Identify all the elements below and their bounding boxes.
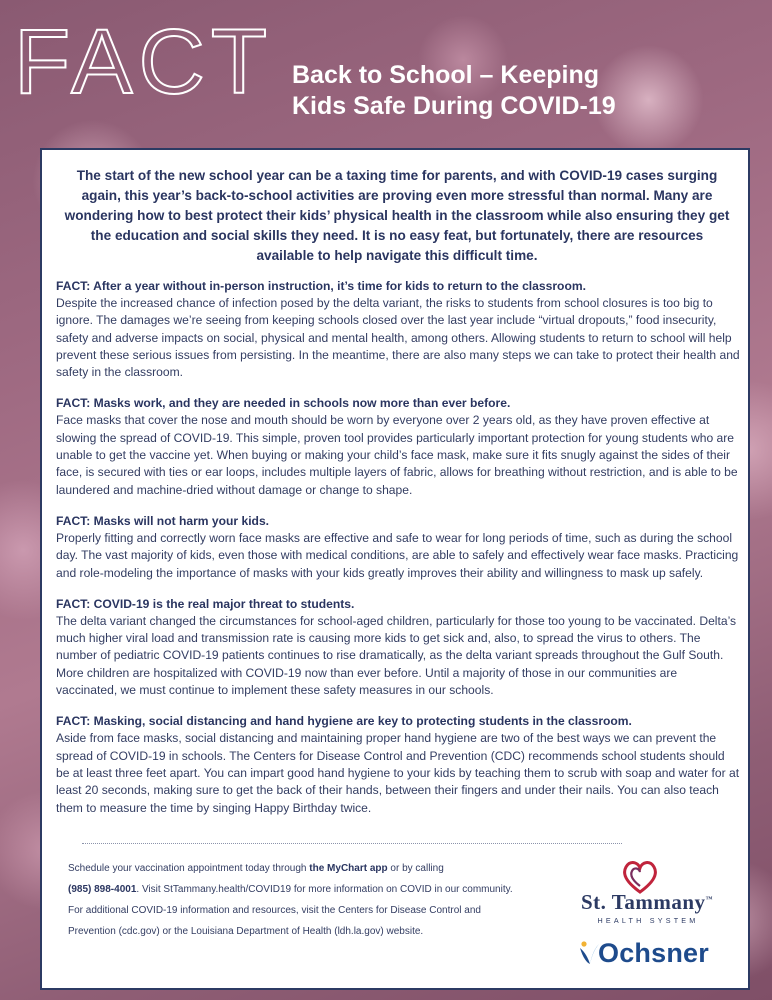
footer-text: or by calling [387,863,444,874]
footer-line-1 [68,858,578,879]
content-panel [40,148,750,990]
header-banner [0,0,772,148]
ochsner-wordmark: Ochsner [598,938,709,968]
st-tammany-logo-name [572,890,722,915]
fact-body: Aside from face masks, social distancing and maintaining proper hand hygiene are two of the best ways we can prevent the spread of COVID-19 in schools. The Centers for Disease Control and Prevention (CDC) recommends school students should be at least three feet apart. You can impart good hand hygiene to your kids by teaching them to scrub with soap and water for at least 20 seconds, making sure to get the back of their hands, between their fingers and under their nails. You can also teach them to measure the time by singing Happy Birthday twice. [56,731,740,815]
fact-body: The delta variant changed the circumstances for school-aged children, particularly for those too young to be vaccinated. Delta’s much higher viral load and transmission rate is causing more kids to get sick and, also, to spread the virus to others. The number of pediatric COVID-19 patients continues to rise dramatically, as the delta variant spreads throughout the Gulf South. More children are hospitalized with COVID-19 now than ever before. Until a majority of those in our communities are vaccinated, we must continue to implement these safety measures in our schools. [56,613,737,698]
footer-line-4: Prevention (cdc.gov) or the Louisiana Department of Health (ldh.la.gov) website. [68,926,424,937]
footer-text: . Visit StTammany.health/COVID19 for more information on COVID in our community. [136,884,513,895]
fact-body: Properly fitting and correctly worn face masks are effective and safe to wear for long periods of time, such as during the school day. The vast majority of kids, even those with medical conditions, are able to safely and effectively wear face masks. Practicing and role-modeling the importance of masks with your kids greatly improves their ability and willingness to mask up safely. [56,530,739,580]
sponsor-logos [572,850,742,980]
fact-heading: FACT: Masks will not harm your kids. [56,513,270,528]
trademark-mark: ™ [705,895,714,903]
fact-heading: FACT: After a year without in-person instruction, it’s time for kids to return to the classroom. [56,279,586,293]
fact-item [56,395,740,498]
fact-heading: FACT: Masking, social distancing and hand hygiene are key to protecting students in the classroom. [56,714,632,729]
fact-heading: FACT: COVID-19 is the real major threat to students. [56,596,355,611]
fact-item [56,513,740,582]
fact-item [56,596,740,699]
fact-body: Despite the increased chance of infection posed by the delta variant, the risks to students from school closures is too big to ignore. The damages we’re seeing from keeping schools closed over the last year include “virtual dropouts,” food insecurity, safety and adverse impacts on social, physical and mental health, among others. Allowing students to return to school will help prevent these serious issues from persisting. In the meantime, there are also many steps we can take to protect their health and safety in the classroom. [56,296,740,380]
fact-heading: FACT: Masks work, and they are needed in schools now more than ever before. [56,396,511,411]
fact-item [56,278,740,381]
facts-list [56,278,740,831]
title-line-1: Back to School – Keeping [292,61,600,89]
st-tammany-text: St. Tammany [580,890,706,914]
footer-text: Schedule your vaccination appointment today through [68,863,310,874]
footer-line-3: For additional COVID-19 information and resources, visit the Centers for Disease Control and [68,905,481,916]
st-tammany-logo-subtitle: HEALTH SYSTEM [597,916,699,925]
dotted-divider [82,843,622,844]
fact-body: Face masks that cover the nose and mouth should be worn by everyone over 2 years old, as they have proven effective at slowing the spread of COVID-19. This simple, proven tool provides particularly important protection for young students who are unable to get the vaccine yet. When buying or making your child’s face mask, make sure it fits snugly against the sides of their face, is secured with ties or ear loops, includes multiple layers of fabric, allows for breathing without restriction, and is able to be laundered and machine-dried without damage or change to shape. [56,413,738,497]
mychart-link[interactable]: the MyChart app [309,863,388,874]
footer-line-2 [68,879,578,900]
intro-paragraph: The start of the new school year can be a taxing time for parents, and with COVID-19 cases surging again, this year’s back-to-school activities are proving even more stressful than normal. Many are wondering how to best protect their kids’ physical health in the classroom while also ensuring they get the education and social skills they need. It is no easy feat, but fortunately, there are resources available to help navigate this difficult time. [64,168,730,263]
fact-wordmark: FACT [14,11,274,113]
phone-number[interactable]: (985) 898-4001 [68,884,137,895]
title-line-2: Kids Safe During COVID-19 [292,92,616,120]
page-title [292,60,752,122]
fact-item [56,713,740,816]
footer-info [68,858,578,942]
ochsner-logo [578,936,738,972]
